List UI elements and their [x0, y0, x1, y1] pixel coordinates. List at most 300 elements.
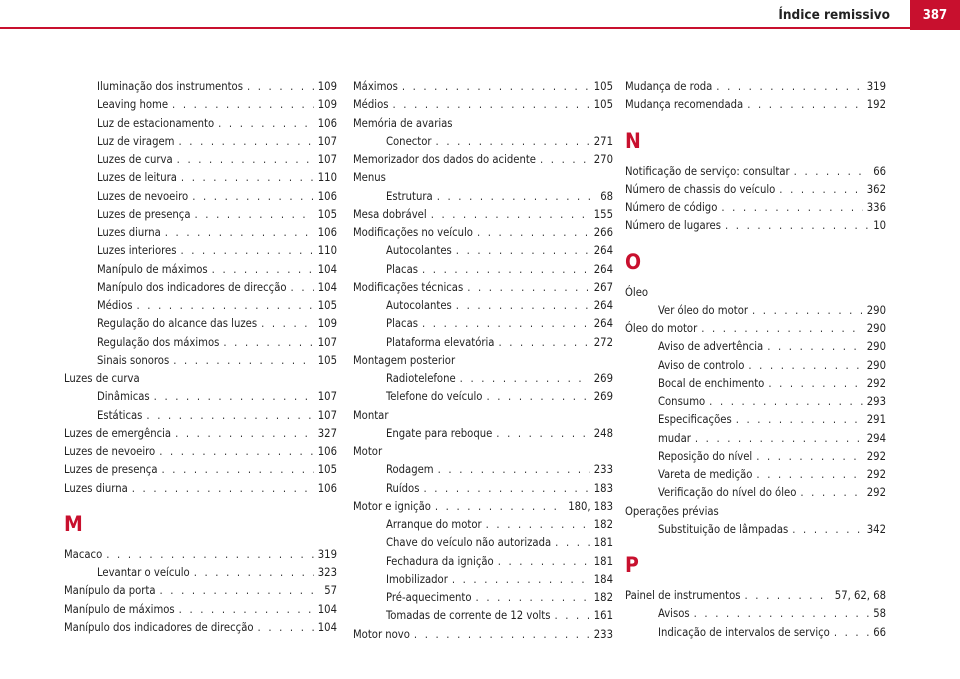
index-heading: Montar	[353, 408, 389, 422]
index-entry	[64, 461, 337, 479]
entry-page-number: 192	[866, 98, 886, 112]
index-entry	[625, 199, 886, 217]
index-entry	[64, 425, 337, 443]
entry-page-number: 292	[866, 468, 886, 481]
page-number-badge: 387	[910, 0, 960, 30]
entry-term: Iluminação dos instrumentos	[97, 80, 243, 93]
index-entry	[353, 224, 613, 242]
dot-leader	[218, 115, 314, 133]
index-subentry	[353, 261, 613, 279]
entry-term: Modificações técnicas	[353, 280, 464, 294]
index-subentry	[64, 388, 337, 406]
index-entry	[625, 587, 886, 605]
dot-leader	[476, 589, 590, 607]
entry-page-number: 106	[317, 481, 337, 495]
dot-leader	[694, 605, 870, 623]
entry-term: Luz de estacionamento	[97, 116, 215, 130]
index-subentry	[64, 407, 337, 425]
entry-page-number: 109	[317, 317, 337, 331]
entry-term: Luzes diurna	[64, 481, 128, 495]
dot-leader	[498, 553, 590, 571]
index-subentry	[625, 302, 886, 320]
dot-leader	[767, 338, 863, 356]
entry-page-number: 155	[593, 207, 613, 221]
dot-leader	[701, 320, 863, 338]
entry-page-number: 248	[593, 426, 613, 440]
dot-leader	[423, 480, 589, 498]
entry-page-number: 104	[317, 620, 337, 634]
entry-term: Autocolantes	[386, 244, 452, 258]
index-entry	[64, 546, 337, 564]
entry-term: Indicação de intervalos de serviço	[658, 625, 830, 639]
index-subentry	[625, 375, 886, 393]
dot-leader	[467, 279, 590, 297]
entry-term: Manípulo de máximos	[97, 262, 208, 276]
entry-term: Dinâmicas	[97, 390, 150, 404]
entry-page-number: 293	[866, 395, 886, 408]
dot-leader	[540, 151, 590, 169]
entry-page-number: 105	[317, 207, 337, 221]
entry-term: Estáticas	[97, 408, 143, 422]
entry-page-number: 233	[593, 627, 613, 641]
dot-leader	[414, 626, 590, 644]
index-subentry	[64, 261, 337, 279]
entry-page-number: 105	[317, 463, 337, 477]
dot-leader	[431, 206, 590, 224]
entry-page-number: 106	[317, 116, 337, 130]
entry-page-number: 105	[593, 98, 613, 112]
dot-leader	[177, 151, 314, 169]
entry-page-number: 106	[317, 226, 337, 239]
entry-page-number: 327	[317, 426, 337, 440]
entry-term: Ver óleo do motor	[658, 303, 748, 317]
index-subentry	[64, 224, 337, 242]
entry-term: Bocal de enchimento	[658, 376, 765, 390]
index-entry	[625, 217, 886, 235]
index-subentry	[625, 466, 886, 484]
entry-page-number: 184	[593, 572, 613, 586]
index-subentry	[353, 516, 613, 534]
entry-page-number: 266	[593, 226, 613, 239]
entry-page-number: 264	[593, 262, 613, 276]
dot-leader	[748, 357, 862, 375]
index-section-letter: N	[625, 128, 641, 153]
entry-page-number: 105	[317, 299, 337, 312]
entry-page-number: 362	[866, 182, 886, 196]
entry-term: Painel de instrumentos	[625, 589, 741, 602]
index-subentry	[64, 188, 337, 206]
entry-page-number: 233	[593, 463, 613, 477]
entry-term: Modificações no veículo	[353, 226, 473, 239]
entry-page-number: 107	[317, 390, 337, 404]
entry-term: Regulação dos máximos	[97, 335, 220, 349]
entry-page-number: 264	[593, 317, 613, 331]
dot-leader	[792, 521, 863, 539]
dot-leader	[106, 546, 314, 564]
entry-page-number: 290	[866, 322, 886, 335]
dot-leader	[745, 587, 831, 605]
entry-page-number: 109	[317, 98, 337, 112]
entry-term: Estrutura	[386, 189, 433, 203]
index-subentry	[353, 370, 613, 388]
entry-term: Placas	[386, 262, 418, 276]
entry-page-number: 319	[317, 547, 337, 561]
index-subentry	[64, 151, 337, 169]
entry-page-number: 336	[866, 201, 886, 214]
index-subentry	[64, 564, 337, 582]
index-subentry	[625, 605, 886, 623]
entry-term: Reposição do nível	[658, 449, 753, 463]
index-subentry	[64, 96, 337, 114]
entry-term: Mesa dobrável	[353, 207, 427, 221]
dot-leader	[422, 261, 590, 279]
dot-leader	[452, 571, 590, 589]
index-subentry	[353, 425, 613, 443]
index-subentry	[64, 206, 337, 224]
index-subentry	[64, 279, 337, 297]
dot-leader	[709, 393, 863, 411]
entry-page-number: 342	[866, 522, 886, 536]
entry-term: Luzes interiores	[97, 244, 177, 258]
entry-page-number: 104	[317, 262, 337, 276]
dot-leader	[194, 564, 314, 582]
dot-leader	[756, 448, 863, 466]
entry-page-number: 107	[317, 153, 337, 166]
dot-leader	[179, 601, 314, 619]
index-subentry	[353, 188, 613, 206]
index-subentry	[353, 589, 613, 607]
dot-leader	[175, 425, 314, 443]
dot-leader	[554, 607, 589, 625]
entry-page-number: 104	[317, 280, 337, 294]
entry-page-number: 68	[600, 189, 613, 203]
dot-leader	[436, 133, 590, 151]
index-heading: Luzes de curva	[64, 372, 140, 385]
index-column-3	[625, 78, 886, 642]
entry-term: Manípulo da porta	[64, 584, 156, 598]
entry-term: Luzes de emergência	[64, 426, 172, 440]
entry-page-number: 107	[317, 134, 337, 148]
entry-term: Arranque do motor	[386, 518, 482, 531]
index-entry	[64, 480, 337, 498]
dot-leader	[779, 181, 862, 199]
entry-page-number: 66	[873, 625, 886, 639]
dot-leader	[194, 206, 313, 224]
entry-term: Leaving home	[97, 98, 169, 112]
index-subentry	[64, 115, 337, 133]
index-entry	[353, 626, 613, 644]
entry-term: Conector	[386, 134, 432, 148]
dot-leader	[437, 188, 596, 206]
entry-term: Luzes de nevoeiro	[97, 189, 189, 203]
index-section-letter: M	[64, 511, 83, 536]
index-heading: Memória de avarias	[353, 116, 453, 130]
index-heading: Óleo	[625, 285, 649, 299]
index-subentry	[64, 78, 337, 96]
dot-leader	[132, 480, 314, 498]
entry-page-number: 180, 183	[568, 499, 613, 513]
entry-term: Especificações	[658, 413, 732, 427]
index-heading: Montagem posterior	[353, 353, 456, 367]
entry-term: Avisos	[658, 607, 690, 621]
index-entry	[625, 78, 886, 96]
entry-term: Mudança recomendada	[625, 98, 744, 112]
entry-page-number: 292	[866, 449, 886, 463]
entry-page-number: 105	[593, 80, 613, 93]
entry-page-number: 292	[866, 486, 886, 500]
dot-leader	[160, 582, 321, 600]
dot-leader	[172, 96, 314, 114]
entry-term: Ruídos	[386, 481, 420, 495]
dot-leader	[456, 242, 590, 260]
index-subentry	[64, 315, 337, 333]
index-entry	[353, 151, 613, 169]
dot-leader	[496, 425, 589, 443]
dot-leader	[768, 375, 862, 393]
entry-term: Consumo	[658, 395, 706, 408]
index-subentry	[353, 607, 613, 625]
index-subentry	[625, 430, 886, 448]
index-subentry	[625, 448, 886, 466]
entry-page-number: 107	[317, 335, 337, 349]
index-entry	[64, 443, 337, 461]
index-column-1	[64, 78, 337, 637]
dot-leader	[794, 163, 870, 181]
entry-page-number: 270	[593, 153, 613, 166]
entry-term: Vareta de medição	[658, 468, 753, 481]
dot-leader	[486, 516, 590, 534]
entry-term: mudar	[658, 431, 691, 445]
dot-leader	[438, 461, 590, 479]
entry-term: Telefone do veículo	[386, 390, 483, 404]
entry-term: Luzes de presença	[64, 463, 158, 477]
entry-page-number: 272	[593, 335, 613, 349]
entry-term: Autocolantes	[386, 299, 452, 312]
entry-page-number: 267	[593, 280, 613, 294]
index-subentry	[625, 521, 886, 539]
entry-page-number: 161	[593, 609, 613, 623]
entry-page-number: 292	[866, 376, 886, 390]
entry-page-number: 291	[866, 413, 886, 427]
entry-term: Plataforma elevatória	[386, 335, 495, 349]
entry-page-number: 290	[866, 358, 886, 372]
entry-page-number: 290	[866, 340, 886, 354]
index-subentry	[64, 334, 337, 352]
dot-leader	[180, 242, 313, 260]
entry-term: Máximos	[353, 80, 398, 93]
index-subentry	[64, 352, 337, 370]
entry-page-number: 182	[593, 591, 613, 604]
dot-leader	[181, 169, 314, 187]
index-subentry	[353, 388, 613, 406]
entry-term: Tomadas de corrente de 12 volts	[386, 609, 551, 623]
index-subentry	[625, 357, 886, 375]
entry-page-number: 264	[593, 244, 613, 258]
entry-term: Número de código	[625, 201, 718, 214]
index-subentry	[353, 461, 613, 479]
entry-term: Memorizador dos dados do acidente	[353, 153, 536, 166]
index-subentry	[353, 133, 613, 151]
index-subentry	[625, 393, 886, 411]
index-entry	[353, 498, 613, 516]
index-entry	[64, 601, 337, 619]
dot-leader	[146, 407, 313, 425]
index-subentry	[353, 242, 613, 260]
entry-page-number: 181	[593, 536, 613, 550]
index-entry	[353, 78, 613, 96]
index-subentry	[353, 534, 613, 552]
dot-leader	[159, 443, 314, 461]
entry-term: Manípulo dos indicadores de direcção	[97, 280, 287, 294]
dot-leader	[261, 315, 314, 333]
entry-term: Motor e ignição	[353, 499, 431, 513]
entry-page-number: 182	[593, 518, 613, 531]
index-subentry	[353, 553, 613, 571]
index-subentry	[353, 480, 613, 498]
index-subentry	[625, 484, 886, 502]
entry-page-number: 66	[873, 164, 886, 178]
entry-term: Luzes de nevoeiro	[64, 445, 156, 458]
entry-page-number: 290	[866, 303, 886, 317]
index-entry	[625, 181, 886, 199]
dot-leader	[756, 466, 862, 484]
dot-leader	[736, 411, 863, 429]
index-entry	[353, 279, 613, 297]
entry-page-number: 323	[317, 566, 337, 579]
entry-term: Mudança de roda	[625, 80, 713, 93]
entry-term: Número de lugares	[625, 219, 721, 233]
index-entry	[64, 619, 337, 637]
entry-page-number: 269	[593, 390, 613, 404]
entry-term: Notificação de serviço: consultar	[625, 164, 790, 178]
entry-page-number: 319	[866, 80, 886, 93]
index-subentry	[625, 411, 886, 429]
index-entry	[625, 320, 886, 338]
entry-term: Placas	[386, 317, 418, 331]
dot-leader	[716, 78, 862, 96]
entry-term: Óleo do motor	[625, 322, 698, 335]
dot-leader	[402, 78, 590, 96]
index-subentry	[353, 571, 613, 589]
index-entry	[625, 163, 886, 181]
dot-leader	[456, 297, 590, 315]
dot-leader	[154, 388, 314, 406]
index-entry	[625, 96, 886, 114]
entry-page-number: 183	[593, 481, 613, 495]
entry-term: Macaco	[64, 547, 103, 561]
entry-page-number: 105	[317, 353, 337, 367]
dot-leader	[258, 619, 314, 637]
dot-leader	[747, 96, 863, 114]
dot-leader	[161, 461, 313, 479]
dot-leader	[725, 217, 869, 235]
dot-leader	[721, 199, 862, 217]
entry-page-number: 10	[873, 219, 886, 233]
dot-leader	[179, 133, 314, 151]
index-subentry	[625, 624, 886, 642]
entry-term: Pré-aquecimento	[386, 591, 472, 604]
entry-term: Luzes diurna	[97, 226, 161, 239]
dot-leader	[486, 388, 589, 406]
index-subentry	[353, 315, 613, 333]
entry-page-number: 181	[593, 554, 613, 568]
page-title: Índice remissivo	[778, 7, 890, 23]
entry-term: Sinais sonoros	[97, 353, 170, 367]
index-heading: Menus	[353, 171, 386, 185]
dot-leader	[173, 352, 314, 370]
entry-term: Luzes de curva	[97, 153, 173, 166]
dot-leader	[695, 430, 863, 448]
index-section-letter: P	[625, 553, 639, 577]
entry-page-number: 294	[866, 431, 886, 445]
entry-page-number: 57	[324, 584, 337, 598]
index-section-letter: O	[625, 249, 642, 274]
entry-page-number: 107	[317, 408, 337, 422]
entry-term: Luzes de presença	[97, 207, 191, 221]
dot-leader	[247, 78, 314, 96]
entry-term: Chave do veículo não autorizada	[386, 536, 552, 550]
dot-leader	[422, 315, 590, 333]
entry-term: Número de chassis do veículo	[625, 182, 776, 196]
dot-leader	[291, 279, 314, 297]
dot-leader	[477, 224, 590, 242]
dot-leader	[800, 484, 862, 502]
entry-term: Aviso de controlo	[658, 358, 745, 372]
entry-term: Rodagem	[386, 463, 434, 477]
index-heading: Operações prévias	[625, 504, 719, 518]
entry-term: Motor novo	[353, 627, 410, 641]
dot-leader	[752, 302, 863, 320]
index-subentry	[625, 338, 886, 356]
entry-page-number: 110	[317, 171, 337, 185]
index-subentry	[64, 242, 337, 260]
dot-leader	[392, 96, 589, 114]
entry-term: Fechadura da ignição	[386, 554, 494, 568]
page-header	[0, 0, 960, 30]
entry-term: Engate para reboque	[386, 426, 493, 440]
index-subentry	[64, 133, 337, 151]
entry-term: Luz de viragem	[97, 134, 175, 148]
entry-term: Manípulo dos indicadores de direcção	[64, 620, 254, 634]
entry-term: Aviso de advertência	[658, 340, 764, 354]
entry-term: Regulação do alcance das luzes	[97, 317, 258, 331]
entry-page-number: 106	[317, 189, 337, 203]
entry-term: Levantar o veículo	[97, 566, 190, 579]
index-subentry	[64, 169, 337, 187]
entry-page-number: 271	[593, 134, 613, 148]
index-entry	[64, 582, 337, 600]
entry-term: Imobilizador	[386, 572, 448, 586]
dot-leader	[223, 334, 313, 352]
index-subentry	[353, 334, 613, 352]
dot-leader	[212, 261, 314, 279]
index-entry	[353, 96, 613, 114]
entry-page-number: 109	[317, 80, 337, 93]
dot-leader	[136, 297, 313, 315]
dot-leader	[460, 370, 590, 388]
entry-term: Manípulo de máximos	[64, 602, 175, 616]
entry-page-number: 58	[873, 607, 886, 621]
dot-leader	[165, 224, 314, 242]
entry-page-number: 110	[317, 244, 337, 258]
index-subentry	[353, 297, 613, 315]
entry-page-number: 57, 62, 68	[834, 589, 886, 602]
entry-page-number: 106	[317, 445, 337, 458]
dot-leader	[834, 624, 869, 642]
entry-term: Médios	[353, 98, 389, 112]
dot-leader	[498, 334, 589, 352]
entry-term: Médios	[97, 299, 133, 312]
